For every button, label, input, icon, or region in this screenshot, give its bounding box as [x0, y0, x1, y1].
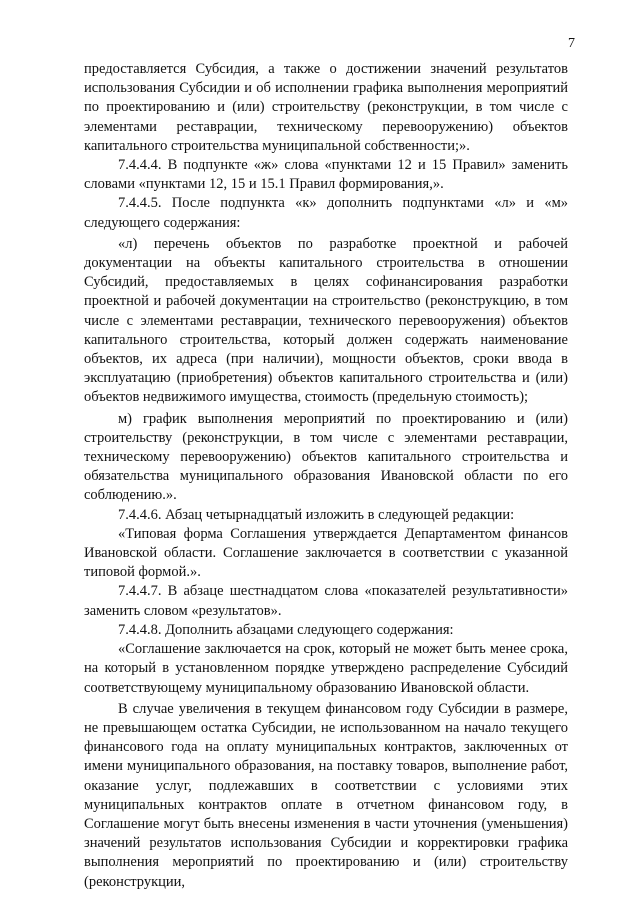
paragraph-7-4-4-6: 7.4.4.6. Абзац четырнадцатый изложить в следующей редакции: [118, 506, 515, 523]
paragraph-7-4-4-8: 7.4.4.8. Дополнить абзацами следующего содержания: [118, 621, 454, 638]
paragraph-subsidy-increase: В случае увеличения в текущем финансовом году Субсидии в размере, не превышающем остатка Субсидии, не использованном на начало текущего финансового года на оплату муниципальных контрактов, заключенных от имени муниципального образования, на поставку товаров, выполнение работ, оказание услуг, подлежавших в соответствии с условиями этих муниципальных контрактов оплате в отчетном финансовом году, в Соглашение могут быть внесены изменения в части уточнения (уменьшения) значений результатов использования Субсидии и корректировки графика выполнения мероприятий по проектированию и (или) строительству (реконструкции, [84, 700, 568, 890]
paragraph-typical-form: «Типовая форма Соглашения утверждается Департаментом финансов Ивановской области. Соглашение заключается в соответствии с указанной типовой формой.». [84, 525, 568, 581]
paragraph-7-4-4-5: 7.4.4.5. После подпункта «к» дополнить подпунктами «л» и «м» следующего содержания: [84, 195, 568, 231]
page-number: 7 [568, 36, 575, 51]
paragraph-7-4-4-4: 7.4.4.4. В подпункте «ж» слова «пунктами 12 и 15 Правил» заменить словами «пунктами 12, 15 и 15.1 Правил формирования,». [84, 157, 568, 193]
document-body [84, 60, 568, 892]
paragraph-7-4-4-7: 7.4.4.7. В абзаце шестнадцатом слова «показателей результативности» заменить словом «результатов». [84, 583, 568, 619]
paragraph-agreement-term: «Соглашение заключается на срок, который не может быть менее срока, на который в установленном порядке утверждено распределение Субсидий соответствующему муниципальному образованию Ивановской области. [84, 641, 568, 696]
paragraph-subitem-l: «л) перечень объектов по разработке проектной и рабочей документации на объекты капитального строительства в отношении Субсидий, предоставляемых в целях софинансирования разработки проектной и рабочей документации на строительство (реконструкцию, в том числе с элементами реставрации, технического перевооружения) объектов капитального строительства, который должен содержать наименование объектов, их адреса (при наличии), мощности объектов, сроки ввода в эксплуатацию (приобретения) объектов капитального строительства и (или) объектов недвижимого имущества, стоимость (предельную стоимость); [84, 235, 568, 406]
paragraph-continuation: предоставляется Субсидия, а также о достижении значений результатов использования Субсидии и об исполнении графика выполнения мероприятий по проектированию и (или) строительству (реконструкции, в том числе с элементами реставрации, техническому перевооружению) объектов капитального строительства муниципальной собственности;». [84, 61, 568, 154]
paragraph-subitem-m: м) график выполнения мероприятий по проектированию и (или) строительству (реконструкции, в том числе с элементами реставрации, техническому перевооружению) объектов капитального строительства и обязательства муниципального образования Ивановской области по его соблюдению.». [84, 410, 568, 504]
